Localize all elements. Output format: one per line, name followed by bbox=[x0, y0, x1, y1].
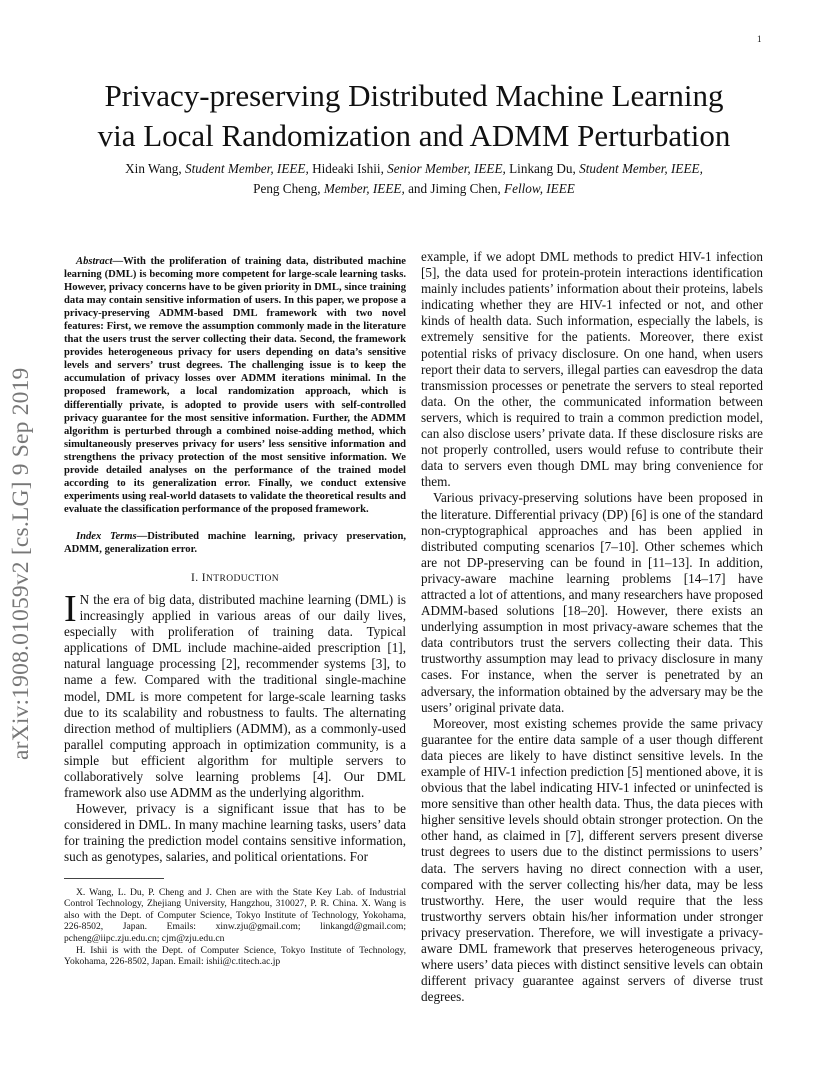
footnote: X. Wang, L. Du, P. Cheng and J. Chen are with the State Key Lab. of Industrial Control Technology, Zhejiang University, Hangzhou, 310027, P. R. China. X. Wang is also with the Dept. of Computer Science, Tokyo Institute of Technology, Yokohama, 226-8502, Japan. Emails: xinw.zju@gmail.com; linkangd@gmail.com; pcheng@iipc.zju.edu.cn; cjm@zju.edu.cn bbox=[64, 886, 406, 944]
index-terms-text: —Distributed machine learning, privacy preservation, ADMM, generalization error. bbox=[64, 530, 406, 555]
left-column bbox=[64, 255, 406, 968]
author-name: Hideaki Ishii, bbox=[308, 161, 388, 176]
footnote: H. Ishii is with the Dept. of Computer Science, Tokyo Institute of Technology, Yokohama, 226-8502, Japan. Email: ishii@c.titech.ac.jp bbox=[64, 944, 406, 968]
paper-title bbox=[40, 76, 788, 156]
page-number: 1 bbox=[757, 34, 762, 44]
intro-paragraph: I N the era of big data, distributed machine learning (DML) is increasingly applied in various areas of our daily lives, especially with proliferation of training data. Typical applications of DML include machine-aided prescription [1], natural language processing [2], recommender systems [3], to name a few. Compared with the traditional single-machine model, DML is more competent for large-scale learning tasks due to its scalability and robustness to faults. The alternating direction method of multipliers (ADMM), as a commonly-used parallel computing approach in optimization community, is a simple but efficient algorithm for multiple servers to collaboratively solve learning problems [4]. Our DML framework also use ADMM as the underlying algorithm. bbox=[64, 587, 406, 801]
index-terms-label: Index Terms bbox=[76, 530, 137, 542]
title-line-2: via Local Randomization and ADMM Perturbation bbox=[97, 118, 731, 153]
abstract-label: Abstract bbox=[76, 256, 113, 267]
intro-paragraph: However, privacy is a significant issue that has to be considered in DML. In many machine learning tasks, users’ data for training the prediction model contains sensitive information, such as genotypes, salaries, and political orientations. For bbox=[64, 801, 406, 865]
footnote-rule bbox=[64, 878, 164, 879]
author-name: and Jiming Chen, bbox=[404, 180, 505, 196]
author-name: Peng Cheng, bbox=[253, 180, 324, 196]
author-role: Senior Member, IEEE, bbox=[387, 161, 506, 176]
intro-paragraph: Various privacy-preserving solutions have been proposed in the literature. Differential privacy (DP) [6] is one of the standard non-cryptographical approaches and has been applied in distributed computing scenarios [7–10]. Other schemes which are not DP-preserving can be found in [11–13]. In addition, privacy-aware machine learning problems [14–17] have attracted a lot of attentions, and many researchers have proposed ADMM-based solutions [18–20]. However, there exists an underlying assumption in most privacy-aware schemes that the data contributors trust the servers collecting their data. This trustworthy assumption may lead to privacy disclosure in many cases. For instance, when the server is penetrated by an adversary, the information obtained by the adversary may be the users’ original private data. bbox=[421, 490, 763, 715]
drop-cap: I bbox=[64, 587, 77, 630]
intro-paragraph: Moreover, most existing schemes provide the same privacy guarantee for the entire data sample of a user though different data pieces are likely to have distinct sensitive levels. In the example of HIV-1 infection prediction [5] mentioned above, it is obvious that the label indicating HIV-1 infected or uninfected is more sensitive than other health data. Thus, the data pieces with higher sensitive levels should obtain stronger protection. On the other hand, as claimed in [7], different servers present diverse trust degrees to users due to the distinct permissions to users’ data. The servers having no direct connection with a user, compared with the server collecting his/her data, may be less trustworthy. Here, the user would require that the less trustworthy servers obtain his/her information under stronger privacy preservation. Therefore, we will investigate a privacy-aware DML framework that preserves heterogeneous privacy, where users’ data pieces with distinct sensitive levels can obtain different privacy guarantee against servers of diverse trust degrees. bbox=[421, 715, 763, 1005]
author-role: Student Member, IEEE, bbox=[185, 161, 309, 176]
title-line-1: Privacy-preserving Distributed Machine Learning bbox=[104, 78, 724, 113]
abstract-text: —With the proliferation of training data, distributed machine learning (DML) is becoming more competent for large-scale learning tasks. However, privacy concerns have to be given priority in DML, since training data may contain sensitive information of users. In this paper, we propose a privacy-preserving ADMM-based DML framework with two novel features: First, we remove the assumption commonly made in the literature that the users trust the server collecting their data. Second, the framework provides heterogeneous privacy for users depending on data’s sensitive levels and servers’ trust degrees. The challenging issue is to keep the accumulation of privacy losses over ADMM iterations minimal. In the proposed framework, a local randomization approach, which is differentially private, is adopted to provide users with self-controlled privacy guarantee for the most sensitive information. Further, the ADMM algorithm is perturbed through a combined noise-adding method, which simultaneously preserves privacy for users’ less sensitive information and strengthens the privacy protection of the most sensitive information. We provide detailed analyses on the performance of the trained model according to its generalization error. Finally, we conduct extensive experiments using real-world datasets to validate the theoretical results and evaluate the classification performance of the proposed framework. bbox=[64, 256, 406, 515]
author-name: Linkang Du, bbox=[505, 161, 580, 176]
author-role: Student Member, IEEE, bbox=[579, 161, 703, 176]
author-name: Xin Wang, bbox=[125, 161, 185, 176]
author-role: Member, IEEE, bbox=[323, 180, 405, 196]
right-column bbox=[421, 249, 763, 1005]
intro-paragraph: example, if we adopt DML methods to predict HIV-1 infection [5], the data used for protein-protein interactions identification mainly includes patients’ information about their proteins, labels indicating whether they are HIV-1 infected or not, and other kinds of health data. Such information, especially the labels, is extremely sensitive for the patients. Moreover, there exist potential risks of privacy disclosure. On one hand, when users report their data to servers, illegal parties can eavesdrop the data transmission processes or penetrate the servers to steal reported data. On the other, the communicated information between servers, which is required to train a common prediction model, can also disclose users’ private data. If these disclosure risks are not properly controlled, users would refuse to contribute their data to servers even though DML may bring convenience for them. bbox=[421, 249, 763, 490]
author-role: Fellow, IEEE bbox=[504, 180, 575, 196]
author-list bbox=[40, 159, 788, 198]
abstract bbox=[64, 255, 406, 516]
arxiv-identifier: arXiv:1908.01059v2 [cs.LG] 9 Sep 2019 bbox=[8, 367, 34, 760]
section-heading: I. INTRODUCTION bbox=[190, 571, 280, 584]
index-terms bbox=[64, 530, 406, 556]
